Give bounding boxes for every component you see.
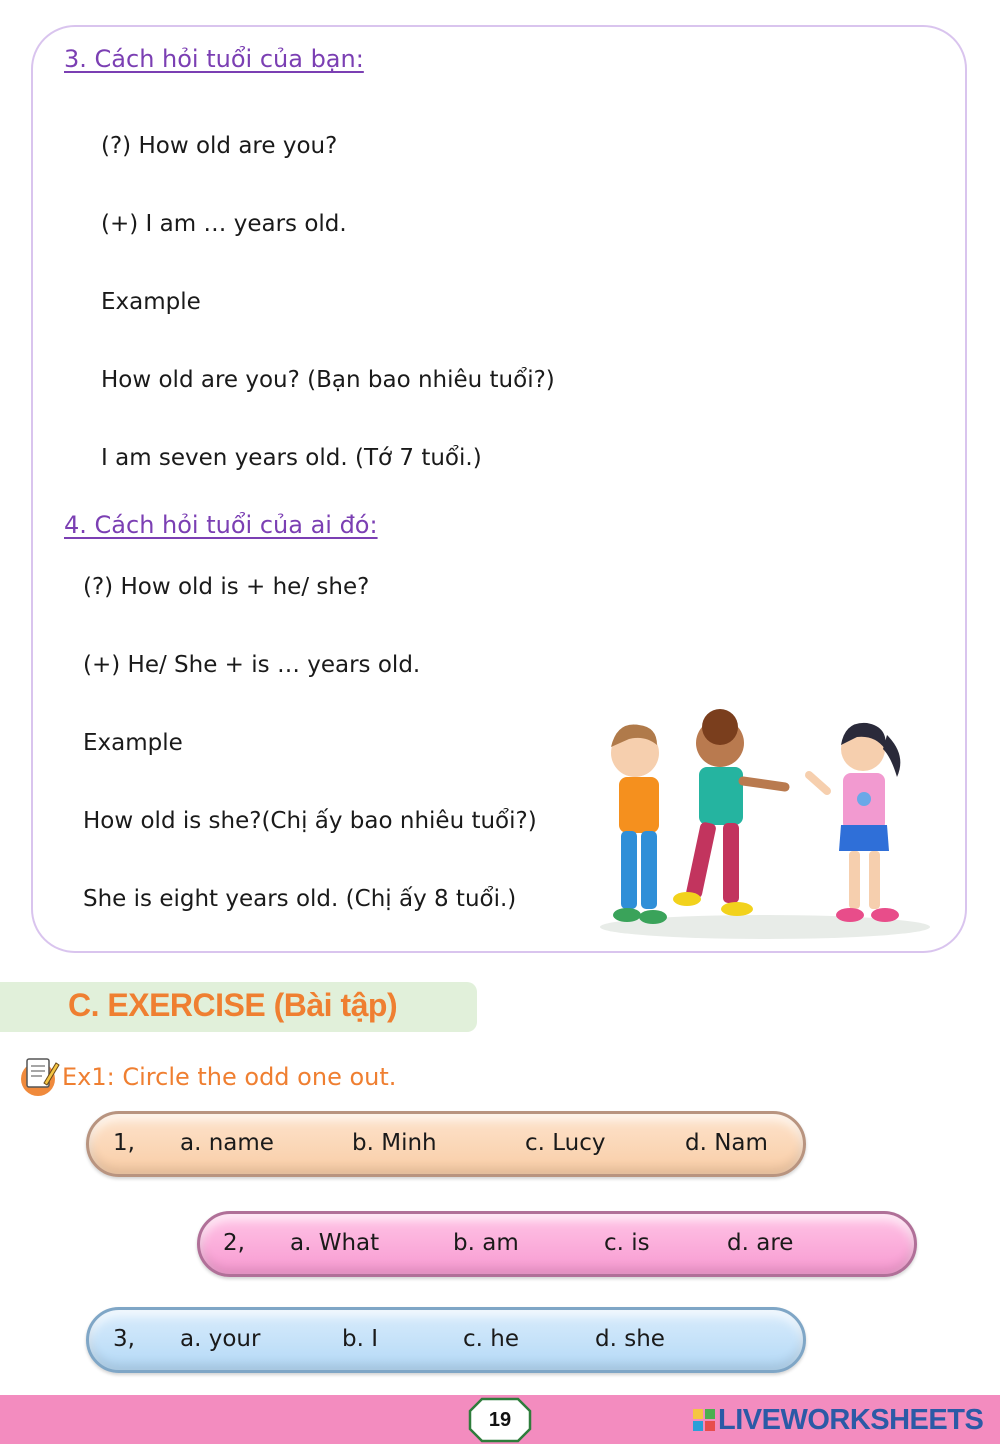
section3-example-label: Example <box>101 289 201 315</box>
question-3-option-d[interactable]: d. she <box>595 1326 665 1352</box>
section3-example-question: How old are you? (Bạn bao nhiêu tuổi?) <box>101 367 555 393</box>
question-2-option-a[interactable]: a. What <box>290 1230 380 1256</box>
section4-answer-pattern: (+) He/ She + is … years old. <box>83 652 421 678</box>
question-2-option-c[interactable]: c. is <box>604 1230 650 1256</box>
section3-example-answer: I am seven years old. (Tớ 7 tuổi.) <box>101 445 482 471</box>
liveworksheets-brand <box>693 1400 983 1440</box>
section4-example-label: Example <box>83 730 183 756</box>
question-2-option-d[interactable]: d. are <box>727 1230 794 1256</box>
liveworksheets-logo-icon <box>693 1409 715 1431</box>
page-number: 19 <box>488 1408 512 1431</box>
question-1-number: 1, <box>113 1130 135 1156</box>
notepad-pencil-icon <box>20 1053 60 1097</box>
question-1-option-d[interactable]: d. Nam <box>685 1130 768 1156</box>
ex1-title: Ex1: Circle the odd one out. <box>62 1063 397 1091</box>
question-3-number: 3, <box>113 1326 135 1352</box>
liveworksheets-wordmark: LIVEWORKSHEETS <box>718 1403 984 1436</box>
boy-curly-figure <box>673 709 785 916</box>
question-2-option-b[interactable]: b. am <box>453 1230 519 1256</box>
section4-example-question: How old is she?(Chị ấy bao nhiêu tuổi?) <box>83 808 537 834</box>
section4-heading: 4. Cách hỏi tuổi của ai đó: <box>64 511 378 539</box>
section3-heading: 3. Cách hỏi tuổi của bạn: <box>64 45 364 73</box>
question-1-option-b[interactable]: b. Minh <box>352 1130 437 1156</box>
section4-question-pattern: (?) How old is + he/ she? <box>83 574 370 600</box>
section4-example-answer: She is eight years old. (Chị ấy 8 tuổi.) <box>83 886 517 912</box>
question-1-option-a[interactable]: a. name <box>180 1130 274 1156</box>
question-3-option-a[interactable]: a. your <box>180 1326 261 1352</box>
girl-figure <box>809 723 900 922</box>
children-illustration <box>595 705 940 945</box>
exercise-section-title: C. EXERCISE (Bài tập) <box>68 987 398 1023</box>
question-3-option-c[interactable]: c. he <box>463 1326 519 1352</box>
section3-question-pattern: (?) How old are you? <box>101 133 338 159</box>
section3-answer-pattern: (+) I am … years old. <box>101 211 347 237</box>
question-2-number: 2, <box>223 1230 245 1256</box>
boy-blonde-figure <box>611 724 667 924</box>
question-1-option-c[interactable]: c. Lucy <box>525 1130 606 1156</box>
question-3-option-b[interactable]: b. I <box>342 1326 379 1352</box>
page-number-badge <box>468 1397 532 1443</box>
